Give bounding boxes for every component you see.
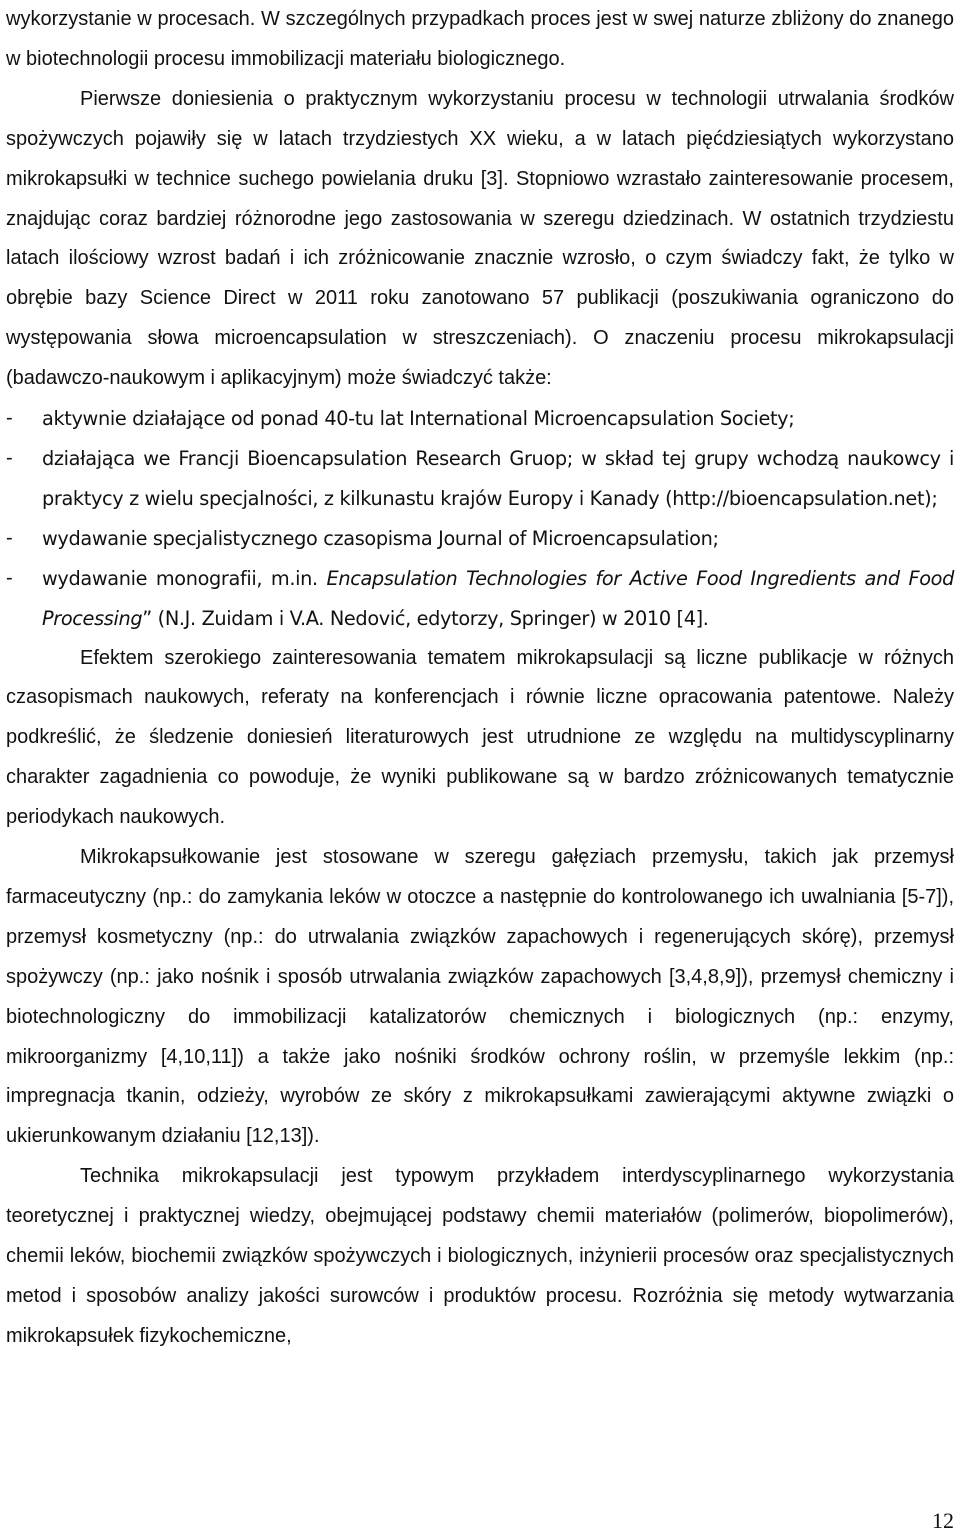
list-item-text-end: ” (N.J. Zuidam i V.A. Nedović, edytorzy, Springer) w 2010 [4].: [142, 606, 709, 630]
list-item: [6, 519, 954, 559]
list-item-text-start: wydawanie monografii, m.in.: [42, 566, 327, 590]
list-dash: -: [6, 526, 13, 549]
list-item: [6, 559, 954, 639]
list-dash: -: [6, 407, 13, 430]
list-dash: -: [6, 446, 13, 469]
paragraph-continuation: wykorzystanie w procesach. W szczególnych przypadkach proces jest w swej naturze zbliżony do znanego w biotechnologii procesu immobilizacji materiału biologicznego.: [6, 8, 954, 70]
page-number: 12: [932, 1508, 954, 1533]
book-title: Encapsulation Technologies for Active Food Ingredients and Food Processing: [42, 566, 954, 630]
document-page: [6, 0, 954, 1357]
paragraph-technique: Technika mikrokapsulacji jest typowym przykładem interdyscyplinarnego wykorzystania teoretycznej i praktycznej wiedzy, obejmującej podstawy chemii materiałów (polimerów, biopolimerów), chemii leków, biochemii związków spożywczych i biologicznych, inżynierii procesów oraz specjalistycznych metod i sposobów analizy jakości surowców i produktów procesu. Rozróżnia się metody wytwarzania mikrokapsułek fizykochemiczne,: [6, 1165, 954, 1347]
list-item: [6, 439, 954, 519]
list-item-text: aktywnie działające od ponad 40-tu lat International Microencapsulation Society;: [42, 407, 795, 431]
list-dash: -: [6, 566, 13, 589]
paragraph-applications: Mikrokapsułkowanie jest stosowane w szeregu gałęziach przemysłu, takich jak przemysł farmaceutyczny (np.: do zamykania leków w otoczce a następnie do kontrolowanego ich uwalniania [5-7]), przemysł kosmetyczny (np.: do utrwalania związków zapachowych i regenerujących skórę), przemysł spożywczy (np.: jako nośnik i sposób utrwalania związków zapachowych [3,4,8,9]), przemysł chemiczny i biotechnologiczny do immobilizacji katalizatorów chemicznych i biologicznych (np.: enzymy, mikroorganizmy [4,10,11]) a także jako nośniki środków ochrony roślin, w przemyśle lekkim (np.: impregnacja tkanin, odzieży, wyrobów ze skóry z mikrokapsułkami zawierającymi aktywne związki o ukierunkowanym działaniu [12,13]).: [6, 846, 954, 1148]
list-item-text: działająca we Francji Bioencapsulation Research Gruop; w skład tej grupy wchodzą naukowcy i praktycy z wielu specjalności, z kilkunastu krajów Europy i Kanady (http://bioencapsulation.net);: [42, 446, 954, 510]
bullet-list: [6, 399, 954, 638]
list-item: [6, 399, 954, 439]
paragraph-history: Pierwsze doniesienia o praktycznym wykorzystaniu procesu w technologii utrwalania środków spożywczych pojawiły się w latach trzydziestych XX wieku, a w latach pięćdziesiątych wykorzystano mikrokapsułki w technice suchego powielania druku [3]. Stopniowo wzrastało zainteresowanie procesem, znajdując coraz bardziej różnorodne jego zastosowania w szeregu dziedzinach. W ostatnich trzydziestu latach ilościowy wzrost badań i ich zróżnicowanie znacznie wzrosło, o czym świadczy fakt, że tylko w obrębie bazy Science Direct w 2011 roku zanotowano 57 publikacji (poszukiwania ograniczono do występowania słowa microencapsulation w streszczeniach). O znaczeniu procesu mikrokapsulacji (badawczo-naukowym i aplikacyjnym) może świadczyć także:: [6, 87, 954, 390]
paragraph-publications: Efektem szerokiego zainteresowania tematem mikrokapsulacji są liczne publikacje w różnych czasopismach naukowych, referaty na konferencjach i równie liczne opracowania patentowe. Należy podkreślić, że śledzenie doniesień literaturowych jest utrudnione ze względu na multidyscyplinarny charakter zagadnienia co powoduje, że wyniki publikowane są w bardzo zróżnicowanych tematycznie periodykach naukowych.: [6, 646, 954, 829]
list-item-text: [42, 559, 954, 639]
list-item-text: wydawanie specjalistycznego czasopisma Journal of Microencapsulation;: [42, 526, 719, 550]
